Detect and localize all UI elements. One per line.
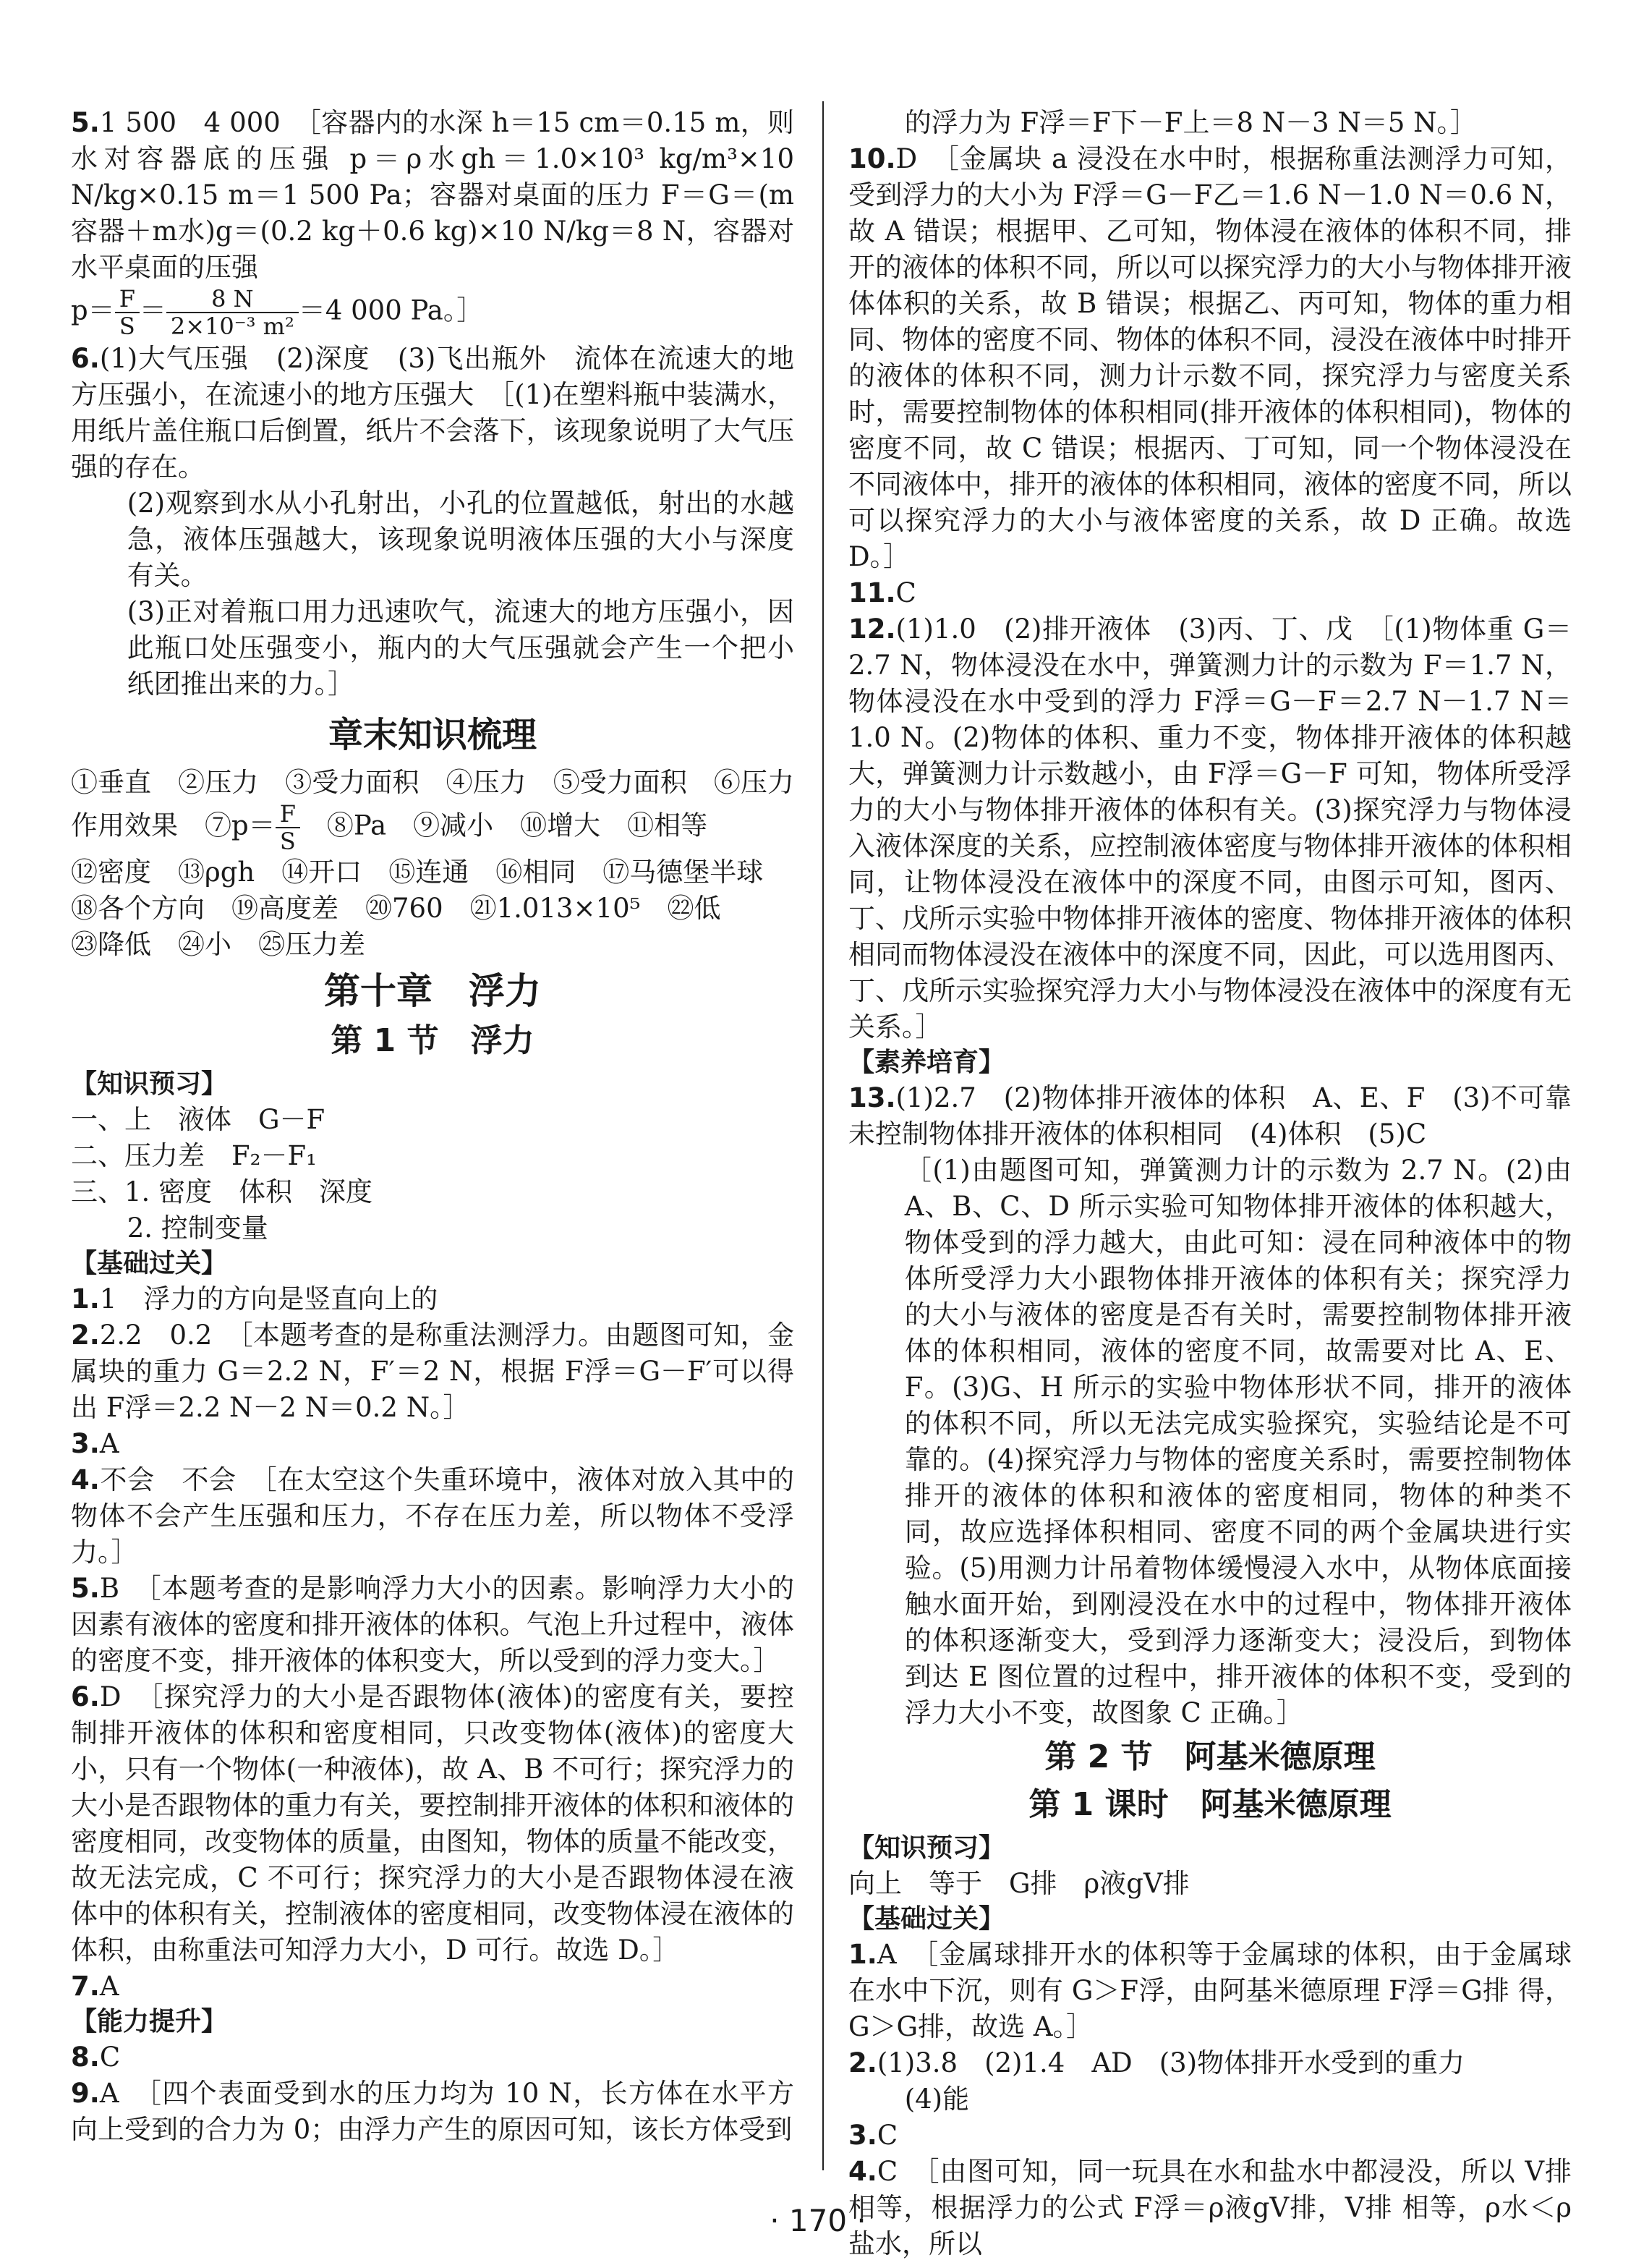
tag-literacy: 【素养培育】 <box>848 1048 1005 1077</box>
answer-c3: 3.C <box>848 2120 898 2151</box>
answer-b7: 7.A <box>71 1971 119 2002</box>
section-title: 第 2 节 阿基米德原理 <box>1044 1738 1376 1775</box>
preview-line: 一、上 液体 G－F <box>71 1104 325 1135</box>
answer-a9: 9.A ［四个表面受到水的压力均为 10 N，长方体在水平方向上受到的合力为 0；由浮力产生的原因可知，该长方体受到 <box>71 2078 794 2145</box>
answer-b5: 5.B ［本题考查的是影响浮力大小的因素。影响浮力大小的因素有液体的密度和排开液体的体积。气泡上升过程中，液体的密度不变，排开液体的体积变大，所以受到的浮力变大。］ <box>71 1573 794 1676</box>
answer-a12: 12.(1)1.0 (2)排开液体 (3)丙、丁、戊 ［(1)物体重 G＝2.7 N，物体浸没在水中，弹簧测力计的示数为 F＝1.7 N，物体浸没在水中受到的浮力 F浮＝G－F＝2.7 N－1.7 N＝1.0 N。(2)物体的体积、重力不变，物体排开液体的体积越大，弹簧测力计示数越小，由 F浮＝G－F 可知，物体所受浮力的大小与物体排开液体的体积有关。(3)探究浮力与物体浸入液体深度的关系，应控制液体密度与物体排开液体的体积相同，让物体浸没在液体中的深度不同，由图示可知，图丙、丁、戊所示实验中物体排开液体的密度、物体排开液体的体积相同而物体浸没在液体中的深度不同，因此，可以选用图丙、丁、戊所示实验探究浮力大小与物体浸没在液体中的深度有无关系。］ <box>848 613 1572 1042</box>
answer-6-part2: (2)观察到水从小孔射出，小孔的位置越低，射出的水越急，液体压强越大，该现象说明液体压强的大小与深度有关。 <box>127 488 794 591</box>
fraction: $\frac{F}{S}$ <box>115 286 140 339</box>
answer-a11: 11.C <box>848 577 916 608</box>
fraction: $\frac{8 N}{\text{2×10⁻³ m²}}$ <box>166 286 299 339</box>
answer-b3: 3.A <box>71 1428 119 1459</box>
summary-title: 章末知识梳理 <box>328 715 537 755</box>
summary-line: ⑫密度 ⑬ρgh ⑭开口 ⑮连通 ⑯相同 ⑰马德堡半球 <box>71 857 764 888</box>
answer-c2: 2.(1)3.8 (2)1.4 AD (3)物体排开水受到的重力 <box>848 2047 1465 2078</box>
summary-line: ㉓降低 ㉔小 ㉕压力差 <box>71 929 365 960</box>
tag-basic: 【基础过关】 <box>848 1904 1005 1934</box>
tag-ability: 【能力提升】 <box>71 2007 228 2036</box>
answer-6-part3: (3)正对着瓶口用力迅速吹气，流速大的地方压强小，因此瓶口处压强变小，瓶内的大气压强就会产生一个把小纸团推出来的力。］ <box>127 596 794 700</box>
chapter-title: 第十章 浮力 <box>324 970 541 1012</box>
answer-a8: 8.C <box>71 2042 121 2073</box>
page-number: · 170 · <box>770 2203 866 2238</box>
answer-c1: 1.A ［金属球排开水的体积等于金属球的体积，由于金属球在水中下沉，则有 G＞F浮，由阿基米德原理 F浮＝G排 得，G＞G排，故选 A。］ <box>848 1939 1572 2042</box>
column-divider <box>822 101 824 2170</box>
answer-b6: 6.D ［探究浮力的大小是否跟物体(液体)的密度有关，要控制排开液体的体积和密度相同，只改变物体(液体)的密度大小，只有一个物体(一种液体)，故 A、B 不可行；探究浮力的大小是否跟物体的重力有关，要控制排开液体的体积和液体的密度相同，改变物体的质量，由图知，物体的质量不能改变，故无法完成，C 不可行；探究浮力的大小是否跟物体浸在液体中的体积有关，控制液体的密度相同，改变物体浸在液体的体积，由称重法可知浮力大小，D 可行。故选 D。］ <box>71 1681 794 1966</box>
tag-preview: 【知识预习】 <box>848 1833 1005 1863</box>
answer-b2: 2.2.2 0.2 ［本题考查的是称重法测浮力。由题图可知，金属块的重力 G＝2.2 N，F′＝2 N，根据 F浮＝G－F′可以得出 F浮＝2.2 N－2 N＝0.2 N。］ <box>71 1320 794 1423</box>
preview-line: 2. 控制变量 <box>127 1212 268 1244</box>
fraction: $\frac{F}{S}$ <box>276 801 300 854</box>
summary-line: ⑱各个方向 ⑲高度差 ⑳760 ㉑1.013×10⁵ ㉒低 <box>71 893 721 924</box>
preview-line: 向上 等于 G排 ρ液gV排 <box>848 1868 1190 1899</box>
tag-preview: 【知识预习】 <box>71 1069 228 1099</box>
tag-basic: 【基础过关】 <box>71 1249 228 1278</box>
answer-5: 5.1 500 4 000 ［容器内的水深 h＝15 cm＝0.15 m，则水对容器底的压强 p＝ρ水gh＝1.0×10³ kg/m³×10 N/kg×0.15 m＝1 500 Pa；容器对桌面的压力 F＝G＝(m容器＋m水)g＝(0.2 kg＋0.6 kg)×10 N/kg＝8 N，容器对水平桌面的压强 p＝ $\frac{F}{S}$ ＝ $\frac{8 N}{\text{2×10⁻³ m²}}$ ＝4 000 Pa。］ <box>71 107 794 340</box>
preview-line: 三、1. 密度 体积 深度 <box>71 1176 373 1207</box>
answer-c4: 4.C ［由图可知，同一玩具在水和盐水中都浸没，所以 V排 相等，根据浮力的公式 F浮＝ρ液gV排，V排 相等，ρ水＜ρ盐水，所以 <box>848 2156 1572 2259</box>
answer-c2-part: (4)能 <box>904 2084 970 2115</box>
preview-line: 二、压力差 F₂－F₁ <box>71 1140 318 1171</box>
answer-a10: 10.D ［金属块 a 浸没在水中时，根据称重法测浮力可知，受到浮力的大小为 F浮＝G－F乙＝1.6 N－1.0 N＝0.6 N，故 A 错误；根据甲、乙可知，物体浸在液体的体积不同，排开的液体的体积不同，所以可以探究浮力的大小与物体排开液体体积的关系，故 B 错误；根据乙、丙可知，物体的重力相同、物体的密度不同、物体的体积不同，浸没在液体中时排开的液体的体积不同，测力计示数不同，探究浮力与密度关系时，需要控制物体的体积相同(排开液体的体积相同)，物体的密度不同，故 C 错误；根据丙、丁可知，同一个物体浸没在不同液体中，排开的液体的体积相同，液体的密度不同，所以可以探究浮力的大小与液体密度的关系，故 D 正确。故选 D。］ <box>848 143 1572 572</box>
answer-b1: 1.1 浮力的方向是竖直向上的 <box>71 1283 438 1314</box>
lesson-title: 第 1 课时 阿基米德原理 <box>1028 1786 1392 1823</box>
answer-6: 6.(1)大气压强 (2)深度 (3)飞出瓶外 流体在流速大的地方压强小，在流速小的地方压强大 ［(1)在塑料瓶中装满水，用纸片盖住瓶口后倒置，纸片不会落下，该现象说明了大气压强的存在。 <box>71 343 794 483</box>
right-column <box>848 105 1598 2262</box>
section-title: 第 1 节 浮力 <box>331 1022 534 1059</box>
answer-b4: 4.不会 不会 ［在太空这个失重环境中，液体对放入其中的物体不会产生压强和压力，不存在压力差，所以物体不受浮力。］ <box>71 1464 794 1568</box>
answer-a13: 13.(1)2.7 (2)物体排开液体的体积 A、E、F (3)不可靠 未控制物体排开液体的体积相同 (4)体积 (5)C <box>848 1082 1598 1150</box>
left-column <box>71 105 794 2148</box>
answer-a13-explanation: ［(1)由题图可知，弹簧测力计的示数为 2.7 N。(2)由 A、B、C、D 所示实验可知物体排开液体的体积越大，物体受到的浮力越大，由此可知：浸在同种液体中的物体所受浮力大小跟物体排开液体的体积有关；探究浮力的大小与液体的密度是否有关时，需要控制物体排开液体的体积相同，液体的密度不同，故需要对比 A、E、F。(3)G、H 所示的实验中物体形状不同，排开的液体的体积不同，所以无法完成实验探究，实验结论是不可靠的。(4)探究浮力与物体的密度关系时，需要控制物体排开的液体的体积和液体的密度相同，物体的种类不同，故应选择体积相同、密度不同的两个金属块进行实验。(5)用测力计吊着物体缓慢浸入水中，从物体底面接触水面开始，到刚浸没在水中的过程中，物体排开液体的体积逐渐变大，受到浮力逐渐变大；浸没后，到物体到达 E 图位置的过程中，排开液体的体积不变，受到的浮力大小不变，故图象 C 正确。］ <box>904 1155 1572 1728</box>
answer-a9-continued: 的浮力为 F浮＝F下－F上＝8 N－3 N＝5 N。］ <box>904 107 1477 138</box>
summary-line: ①垂直 ②压力 ③受力面积 ④压力 ⑤受力面积 ⑥压力作用效果 ⑦p＝ $\frac{F}{S}$ ⑧Pa ⑨减小 ⑩增大 ⑪相等 <box>71 767 794 855</box>
